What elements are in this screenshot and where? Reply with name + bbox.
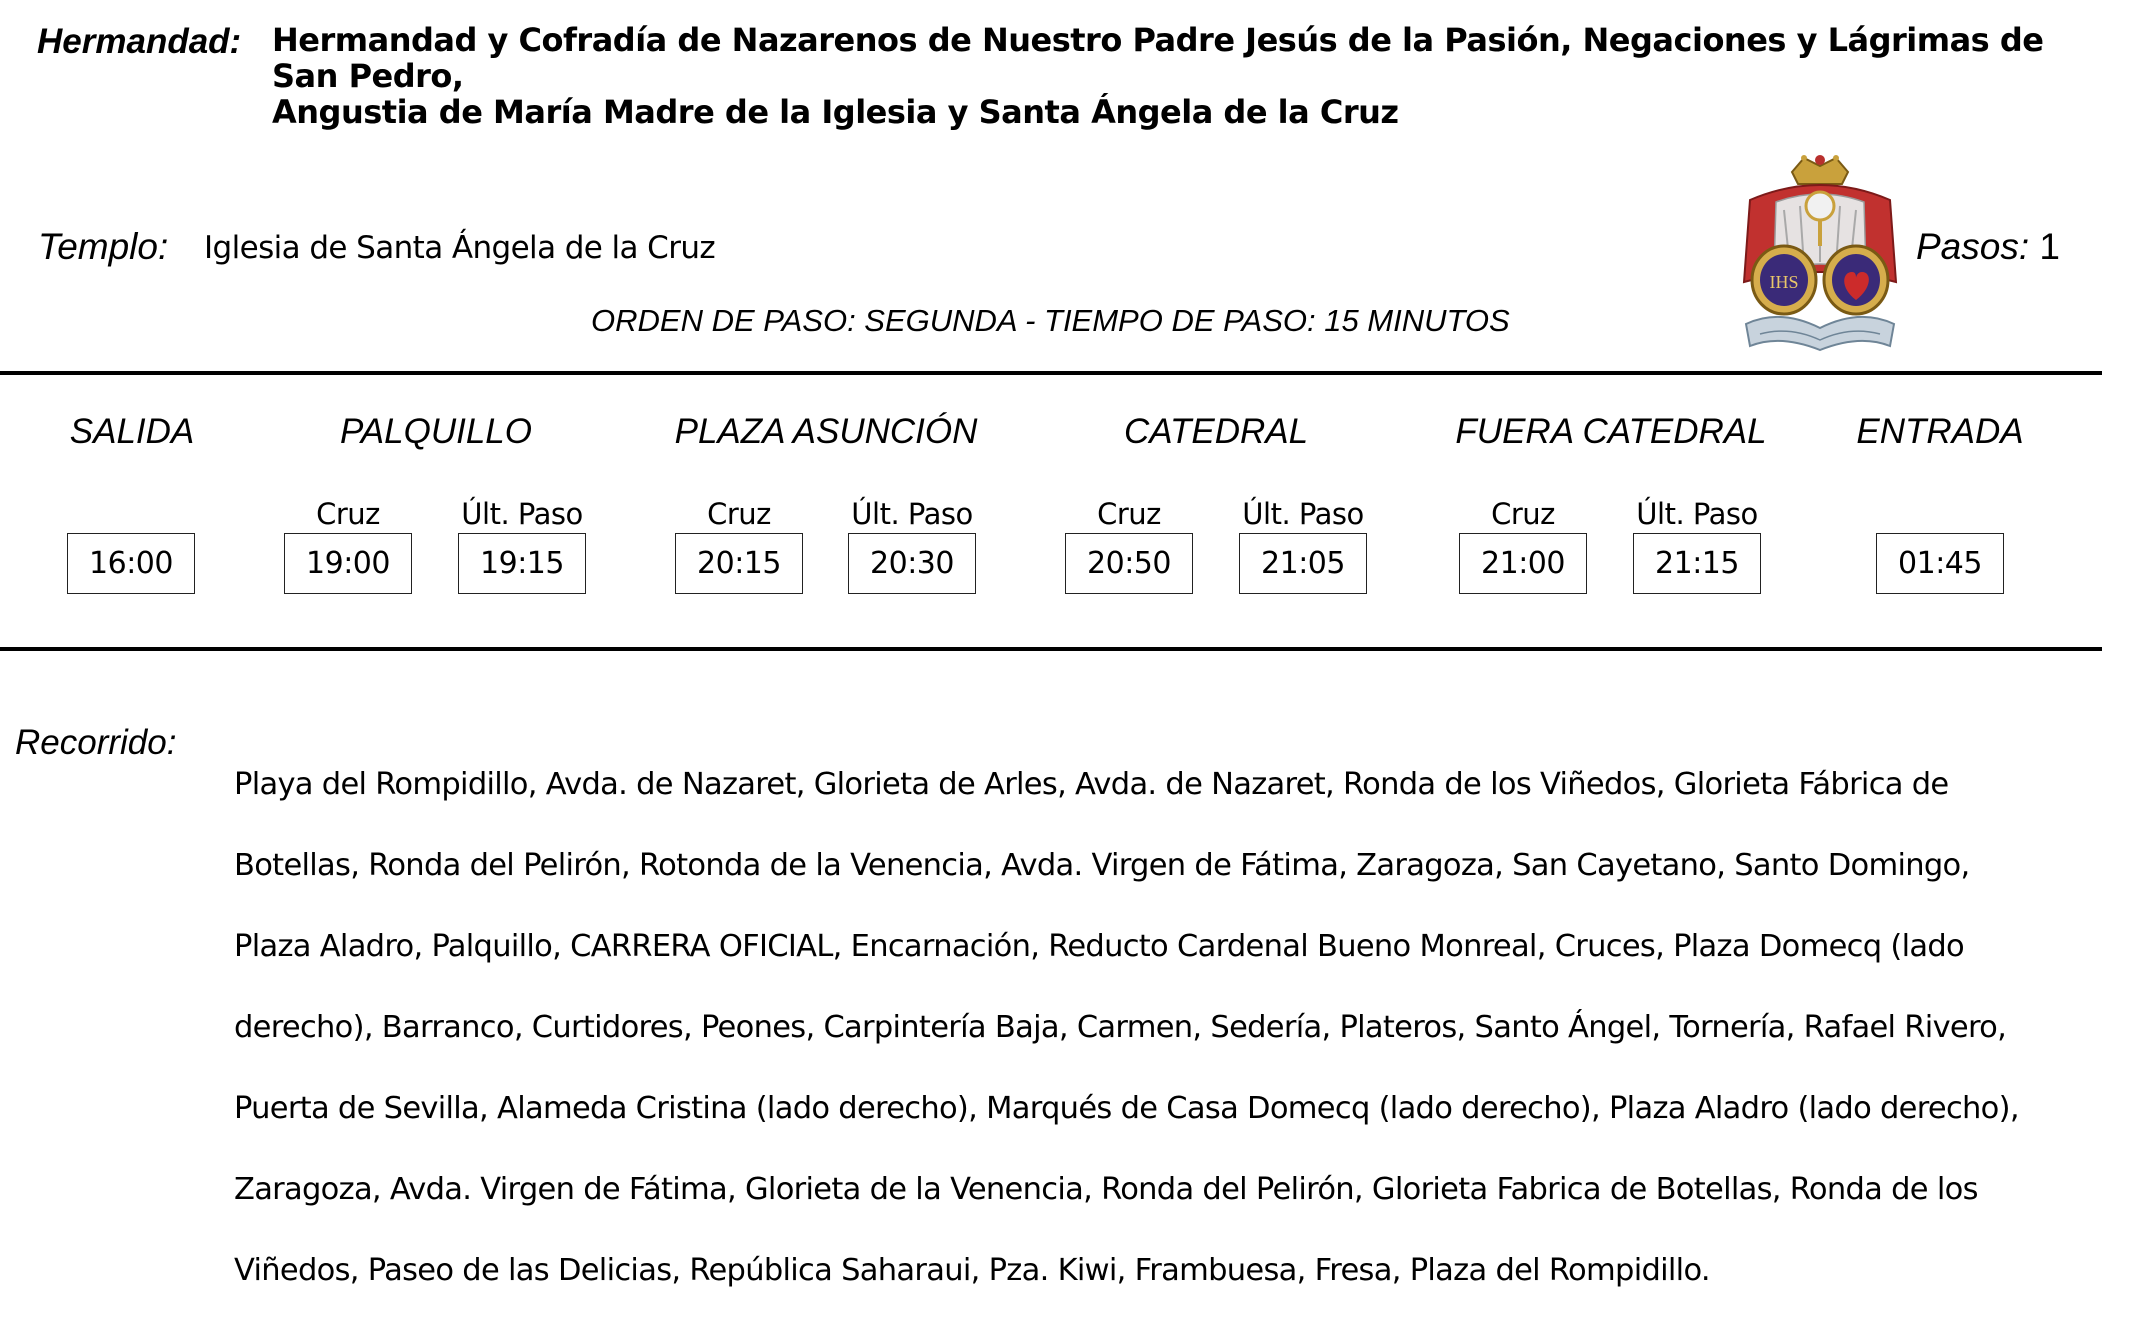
station-catedral-cruz-label: Cruz [1097, 497, 1161, 531]
emblem-monogram: IHS [1769, 272, 1799, 292]
pasos-value: 1 [2039, 226, 2060, 267]
station-entrada-title: ENTRADA [1856, 412, 2024, 451]
hermandad-name [272, 22, 2072, 130]
hermandad-name-line-1: Hermandad y Cofradía de Nazarenos de Nuestro Padre Jesús de la Pasión, Negaciones y Lágrimas de San Pedro, [272, 21, 2044, 95]
recorrido-line: Zaragoza, Avda. Virgen de Fátima, Glorieta de la Venencia, Ronda del Pelirón, Glorieta Fabrica de Botellas, Ronda de los [234, 1171, 1978, 1207]
station-catedral-ultpaso-label: Últ. Paso [1242, 497, 1364, 531]
recorrido-line: Playa del Rompidillo, Avda. de Nazaret, Glorieta de Arles, Avda. de Nazaret, Ronda de los Viñedos, Glorieta Fábrica de [234, 766, 1949, 802]
recorrido-line: derecho), Barranco, Curtidores, Peones, Carpintería Baja, Carmen, Sedería, Plateros, Santo Ángel, Tornería, Rafael Rivero, [234, 1009, 2007, 1045]
recorrido-text [234, 724, 2114, 1332]
station-fuera-catedral-ultpaso-time: 21:15 [1633, 533, 1761, 594]
station-palquillo-ultpaso-time: 19:15 [458, 533, 586, 594]
station-entrada-time: 01:45 [1876, 533, 2004, 594]
divider-top [0, 371, 2102, 375]
pasos-field [1916, 226, 2060, 268]
station-plaza-asuncion-ultpaso-label: Últ. Paso [851, 497, 973, 531]
station-palquillo-cruz-label: Cruz [316, 497, 380, 531]
station-fuera-catedral-ultpaso-label: Últ. Paso [1636, 497, 1758, 531]
station-fuera-catedral-title: FUERA CATEDRAL [1455, 412, 1767, 451]
hermandad-label: Hermandad: [37, 22, 242, 61]
station-palquillo-cruz-time: 19:00 [284, 533, 412, 594]
station-catedral-title: CATEDRAL [1123, 412, 1309, 451]
recorrido-line: Botellas, Ronda del Pelirón, Rotonda de la Venencia, Avda. Virgen de Fátima, Zaragoza, San Cayetano, Santo Domingo, [234, 847, 1970, 883]
station-fuera-catedral-cruz-time: 21:00 [1459, 533, 1587, 594]
pasos-label: Pasos: [1916, 226, 2030, 267]
station-salida-time: 16:00 [67, 533, 195, 594]
station-plaza-asuncion-cruz-time: 20:15 [675, 533, 803, 594]
orden-paso-text: ORDEN DE PASO: SEGUNDA - TIEMPO DE PASO: 15 MINUTOS [591, 303, 1510, 338]
station-plaza-asuncion-title: PLAZA ASUNCIÓN [674, 412, 978, 451]
station-palquillo-title: PALQUILLO [340, 412, 532, 451]
station-plaza-asuncion-ultpaso-time: 20:30 [848, 533, 976, 594]
divider-bottom [0, 647, 2102, 651]
recorrido-line: Viñedos, Paseo de las Delicias, República Saharaui, Pza. Kiwi, Frambuesa, Fresa, Plaza del Rompidillo. [234, 1252, 1710, 1288]
station-fuera-catedral-cruz-label: Cruz [1491, 497, 1555, 531]
brotherhood-emblem-icon [1720, 150, 1920, 360]
hermandad-name-line-2: Angustia de María Madre de la Iglesia y Santa Ángela de la Cruz [272, 93, 1399, 131]
station-plaza-asuncion-cruz-label: Cruz [707, 497, 771, 531]
station-palquillo-ultpaso-label: Últ. Paso [461, 497, 583, 531]
templo-value: Iglesia de Santa Ángela de la Cruz [204, 230, 716, 266]
templo-label: Templo: [38, 226, 169, 267]
recorrido-line: Plaza Aladro, Palquillo, CARRERA OFICIAL, Encarnación, Reducto Cardenal Bueno Monreal, Cruces, Plaza Domecq (lado [234, 928, 1964, 964]
recorrido-label: Recorrido: [15, 723, 177, 762]
recorrido-line: Puerta de Sevilla, Alameda Cristina (lado derecho), Marqués de Casa Domecq (lado derecho), Plaza Aladro (lado derecho), [234, 1090, 2019, 1126]
station-salida-title: SALIDA [69, 412, 195, 451]
station-catedral-cruz-time: 20:50 [1065, 533, 1193, 594]
station-catedral-ultpaso-time: 21:05 [1239, 533, 1367, 594]
